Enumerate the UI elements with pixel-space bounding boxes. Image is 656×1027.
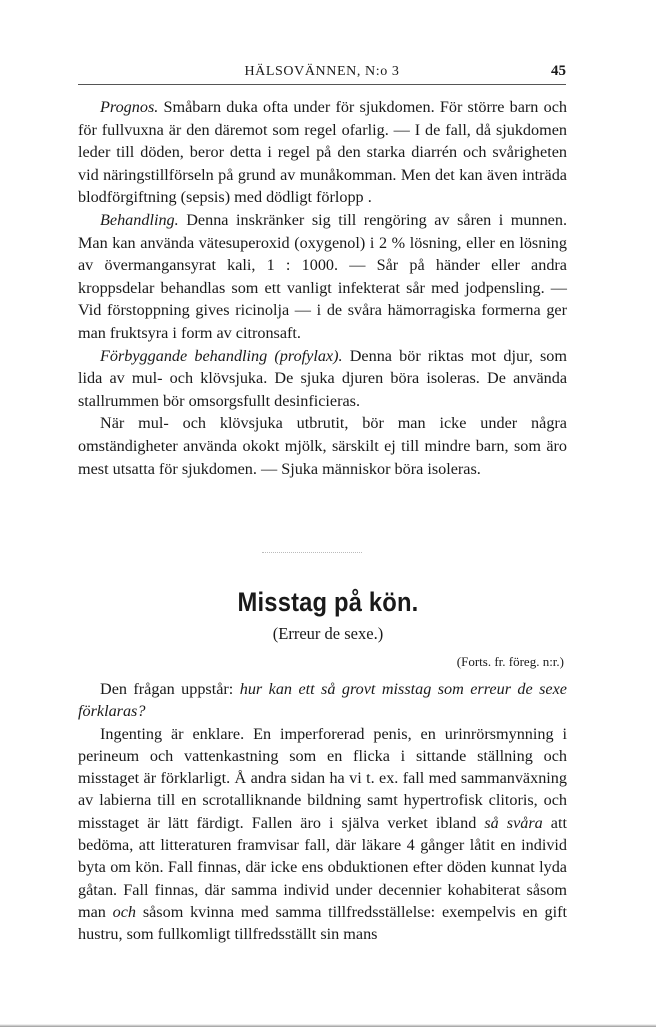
paragraph-prophylaxis — [78, 345, 567, 413]
paragraph-lead: Förbyggande behandling (profylax). — [100, 346, 343, 365]
paragraph-explanation — [78, 723, 567, 946]
journal-title: HÄLSOVÄNNEN, N:o 3 — [244, 64, 400, 79]
paragraph-text: Denna inskränker sig till rengöring av såren i munnen. Man kan använda vätesuperoxid (oxygenol) i 2 % lösning, eller en lösning av övermangansyrat kali, 1 : 1000. — Sår på händer eller andra kroppsdelar behandlas som ett vanligt infekterat sår med jodpensling. — Vid förstoppning gives ricinolja — i de svåra hämorragiska formerna ger man fruktsyra i form av citronsaft. — [78, 210, 567, 342]
article-body — [78, 678, 567, 946]
section-prognosis-treatment — [78, 96, 567, 480]
paragraph-lead: Behandling. — [100, 210, 179, 229]
paragraph-text: såsom kvinna med samma tillfredsställelse: exempelvis en gift hustru, som fullkomligt tillfredsställt sin mans — [78, 902, 567, 944]
running-header — [78, 62, 566, 85]
article-title: Misstag på kön. — [237, 587, 419, 617]
paragraph-question — [78, 678, 567, 723]
paragraph-text: Den frågan uppstår: — [100, 680, 240, 698]
paragraph-text: Småbarn duka ofta under för sjukdomen. För större barn och för fullvuxna är den däremot som regel ofarlig. — I de fall, då sjukdomen leder till döden, beror detta i regel på den starka diarrén och svårigheten vid näringstillförseln på grund av munåkomman. Men det kan även inträda blodförgiftning (sepsis) med dödligt förlopp . — [78, 98, 567, 207]
paragraph-outbreak — [78, 412, 567, 480]
article-subtitle: (Erreur de sexe.) — [272, 624, 384, 643]
emphasis-italic: så svåra — [484, 813, 543, 832]
question-italic: hur kan ett så grovt misstag som erreur de sexe förklaras? — [78, 680, 567, 721]
paragraph-text: Ingenting är enklare. En imperforerad penis, en urinrörsmynning i perineum och vattenkastning som en flicka i sittande ställning och misstaget är förklarligt. Å andra sidan ha vi t. ex. fall med sammanväxning av labierna till en scrotalliknande bildning samt hypertrofisk clitoris, och misstaget är lätt färdigt. Fallen äro i själva verket ibland — [78, 724, 567, 832]
continuation-note: (Forts. fr. föreg. n:r.) — [456, 654, 564, 669]
paragraph-lead: Prognos. — [100, 98, 159, 116]
page-number: 45 — [551, 63, 566, 79]
section-divider — [262, 552, 362, 553]
paragraph-prognosis — [78, 96, 567, 209]
paragraph-text: När mul- och klövsjuka utbrutit, bör man icke under några omständigheter använda okokt mjölk, särskilt ej till mindre barn, som äro mest utsatta för sjukdomen. — Sjuka människor böra isoleras. — [78, 414, 567, 478]
paragraph-text: att bedöma, att litteraturen framvisar fall, där läkare 4 gånger låtit en individ byta om kön. Fall finnas, där icke ens obduktionen efter döden kunnat lyda gåtan. Fall finnas, där samma individ under decennier kohabiterat såsom man — [78, 813, 567, 921]
emphasis-italic: och — [112, 902, 137, 921]
paragraph-text: Denna bör riktas mot djur, som lida av mul- och klövsjuka. De sjuka djuren böra isoleras. De använda stallrummen bör omsorgsfullt desinficieras. — [78, 346, 567, 410]
paragraph-treatment — [78, 209, 567, 345]
